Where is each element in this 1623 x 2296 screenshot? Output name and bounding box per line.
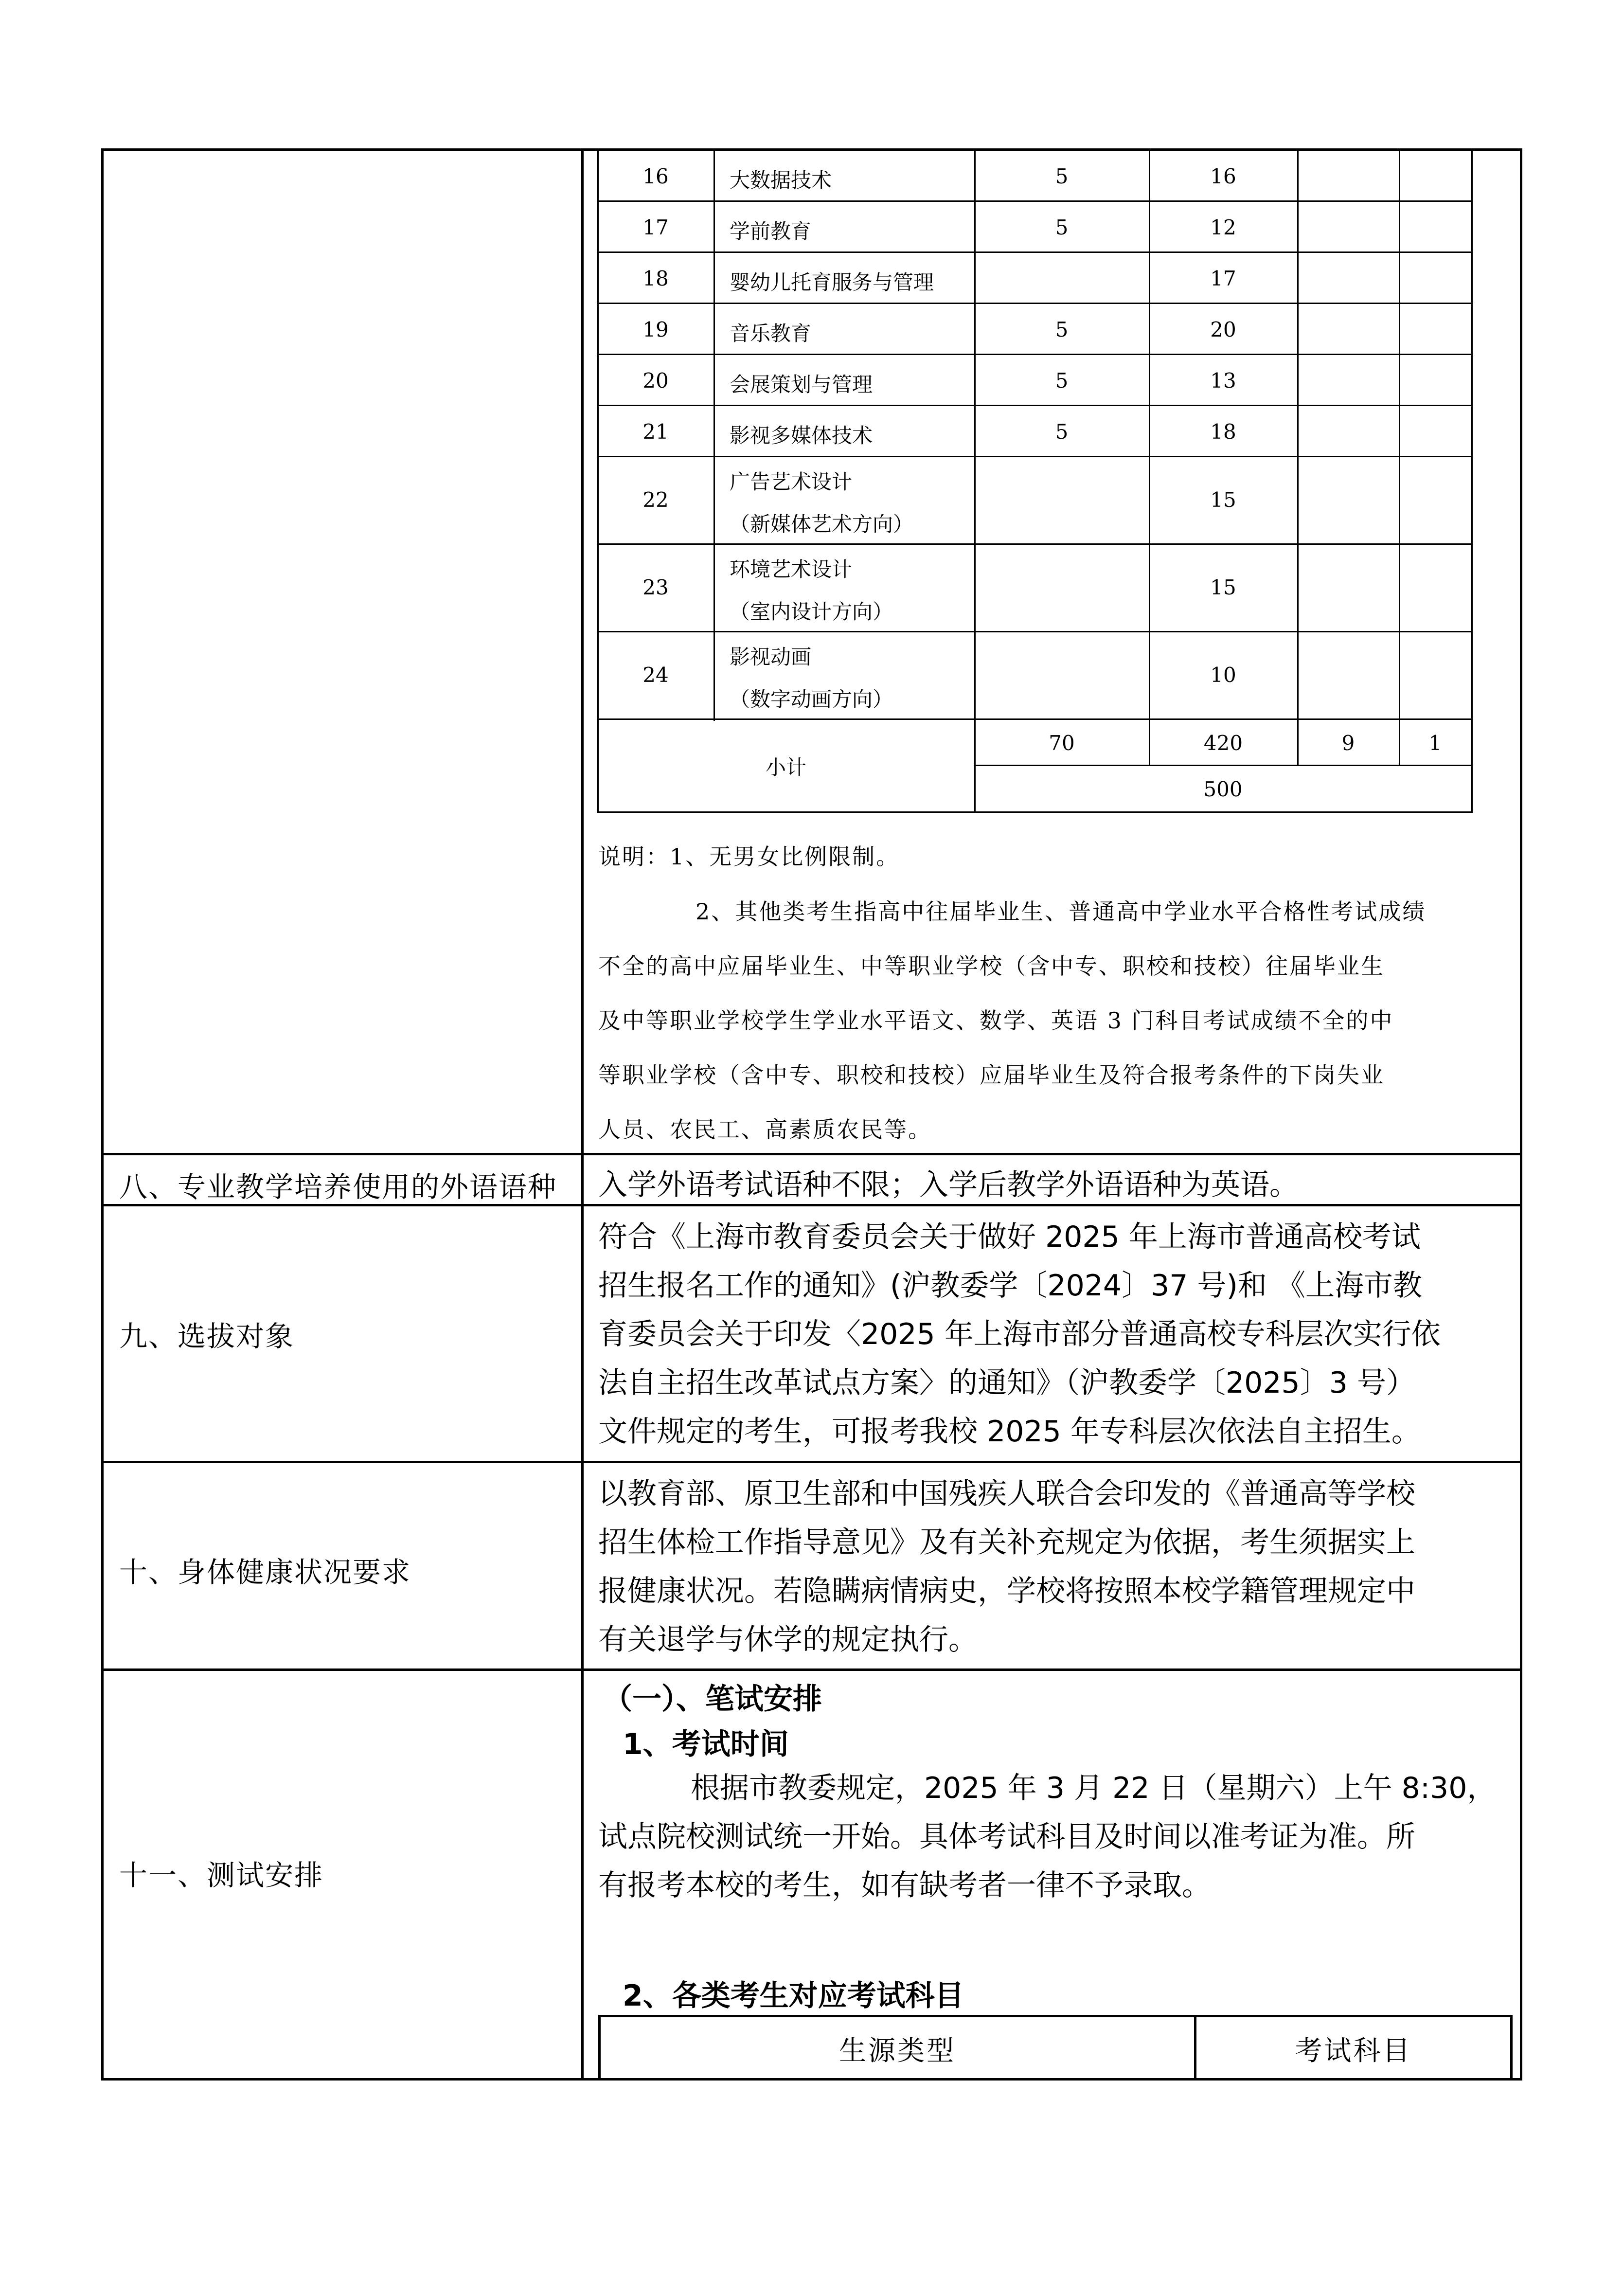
major-name: 会展策划与管理 bbox=[730, 373, 873, 396]
subtotal-c2: 420 bbox=[1203, 731, 1243, 755]
row-number: 22 bbox=[642, 488, 669, 512]
major-table-row-line bbox=[597, 200, 1473, 202]
section-content-line: 招生报名工作的通知》(沪教委学〔2024〕37 号)和 《上海市教 bbox=[598, 1269, 1423, 1303]
major-table-row-line bbox=[597, 303, 1473, 304]
subsection-heading: （一）、笔试安排 bbox=[603, 1682, 822, 1716]
plan-count-b: 15 bbox=[1210, 575, 1236, 599]
section-divider bbox=[101, 1204, 1522, 1206]
section-label-selection-target: 九、选拔对象 bbox=[119, 1320, 295, 1353]
subtotal-total: 500 bbox=[1203, 777, 1243, 801]
plan-count-a: 5 bbox=[1055, 164, 1069, 188]
subsection-heading: 2、各类考生对应考试科目 bbox=[623, 1979, 964, 2013]
page-bottom-border bbox=[101, 2078, 1522, 2081]
subject-table-top bbox=[598, 2015, 1513, 2017]
plan-count-a: 5 bbox=[1055, 369, 1069, 393]
note-line: 人员、农民工、高素质农民等。 bbox=[598, 1116, 932, 1143]
major-table-col-name bbox=[974, 150, 976, 812]
page-top-border bbox=[101, 148, 1522, 151]
row-number: 23 bbox=[642, 575, 669, 599]
plan-count-b: 10 bbox=[1210, 663, 1236, 687]
subsection-heading: 1、考试时间 bbox=[623, 1727, 789, 1761]
section-label-health: 十、身体健康状况要求 bbox=[119, 1556, 411, 1589]
subtotal-c4: 1 bbox=[1428, 731, 1442, 755]
major-table-row-line bbox=[597, 405, 1473, 406]
section-content-line: 试点院校测试统一开始。具体考试科目及时间以准考证为准。所 bbox=[598, 1820, 1415, 1854]
section-content-line: 报健康状况。若隐瞒病情病史，学校将按照本校学籍管理规定中 bbox=[598, 1574, 1415, 1608]
row-number: 17 bbox=[642, 215, 669, 239]
note-line: 等职业学校（含中专、职校和技校）应届毕业生及符合报考条件的下岗失业 bbox=[598, 1062, 1385, 1088]
major-table-right bbox=[1471, 150, 1473, 812]
section-content-line: 育委员会关于印发〈2025 年上海市部分普通高校专科层次实行依 bbox=[598, 1317, 1441, 1351]
plan-count-a: 5 bbox=[1055, 318, 1069, 341]
subtotal-c3: 9 bbox=[1341, 731, 1355, 755]
section-content-line: 招生体检工作指导意见》及有关补充规定为依据，考生须据实上 bbox=[598, 1525, 1415, 1560]
major-name: 广告艺术设计 bbox=[730, 470, 853, 494]
row-number: 20 bbox=[642, 369, 669, 393]
row-number: 24 bbox=[642, 663, 669, 687]
major-name: 学前教育 bbox=[730, 219, 812, 243]
row-number: 21 bbox=[642, 420, 669, 444]
plan-count-b: 12 bbox=[1210, 215, 1236, 239]
major-table-row-line bbox=[597, 631, 1473, 632]
plan-count-b: 17 bbox=[1210, 267, 1236, 290]
row-number: 18 bbox=[642, 267, 669, 290]
section-divider bbox=[101, 1668, 1522, 1671]
section-content-line: 根据市教委规定，2025 年 3 月 22 日（星期六）上午 8:30， bbox=[691, 1771, 1497, 1805]
major-table-row-line bbox=[597, 456, 1473, 457]
major-table-row-line bbox=[597, 718, 1473, 720]
section-content-line: 以教育部、原卫生部和中国残疾人联合会印发的《普通高等学校 bbox=[598, 1477, 1415, 1511]
plan-count-b: 15 bbox=[1210, 488, 1236, 512]
major-table-row-line bbox=[597, 543, 1473, 545]
major-direction: （新媒体艺术方向） bbox=[730, 512, 914, 536]
subject-table-header-source: 生源类型 bbox=[839, 2035, 956, 2067]
note-line: 说明：1、无男女比例限制。 bbox=[598, 843, 900, 870]
major-table-col-c3 bbox=[1399, 150, 1400, 766]
section-label-test-arrangement: 十一、测试安排 bbox=[119, 1859, 324, 1892]
note-line: 及中等职业学校学生学业水平语文、数学、英语 3 门科目考试成绩不全的中 bbox=[598, 1007, 1394, 1034]
section-label-foreign-language: 八、专业教学培养使用的外语语种 bbox=[119, 1170, 557, 1203]
outer-left-border bbox=[101, 148, 104, 2081]
major-table-row-line bbox=[597, 354, 1473, 355]
section-content-line: 入学外语考试语种不限；入学后教学外语语种为英语。 bbox=[598, 1168, 1299, 1202]
section-content-line: 有报考本校的考生，如有缺考者一律不予录取。 bbox=[598, 1868, 1211, 1902]
plan-count-b: 20 bbox=[1210, 318, 1236, 341]
section-divider bbox=[101, 1153, 1522, 1155]
major-name: 婴幼儿托育服务与管理 bbox=[730, 270, 934, 294]
subject-table-header-subject: 考试科目 bbox=[1295, 2035, 1412, 2067]
section-content-line: 符合《上海市教育委员会关于做好 2025 年上海市普通高校考试 bbox=[598, 1220, 1421, 1254]
section-divider bbox=[101, 1461, 1522, 1463]
note-line: 2、其他类考生指高中往届毕业生、普通高中学业水平合格性考试成绩 bbox=[696, 898, 1427, 925]
major-name: 环境艺术设计 bbox=[730, 557, 853, 581]
major-table-subtotal-mid bbox=[974, 765, 1473, 766]
subtotal-label: 小计 bbox=[765, 755, 806, 779]
plan-count-a: 5 bbox=[1055, 420, 1069, 444]
row-number: 19 bbox=[642, 318, 669, 341]
major-direction: （室内设计方向） bbox=[730, 600, 893, 624]
section-content-line: 有关退学与休学的规定执行。 bbox=[598, 1623, 978, 1657]
major-table-left bbox=[597, 150, 599, 812]
note-line: 不全的高中应届毕业生、中等职业学校（含中专、职校和技校）往届毕业生 bbox=[598, 953, 1385, 979]
row-number: 16 bbox=[642, 164, 669, 188]
section-content-line: 法自主招生改革试点方案〉的通知》（沪教委学〔2025〕3 号） bbox=[598, 1366, 1415, 1400]
major-name: 影视多媒体技术 bbox=[730, 424, 873, 448]
plan-count-b: 18 bbox=[1210, 420, 1236, 444]
major-table-row-line bbox=[597, 251, 1473, 253]
plan-count-b: 13 bbox=[1210, 369, 1236, 393]
plan-count-b: 16 bbox=[1210, 164, 1236, 188]
subject-table-right bbox=[1510, 2015, 1513, 2081]
major-direction: （数字动画方向） bbox=[730, 687, 893, 711]
section-content-line: 文件规定的考生，可报考我校 2025 年专科层次依法自主招生。 bbox=[598, 1415, 1421, 1449]
label-column-divider bbox=[581, 148, 584, 2081]
major-name: 大数据技术 bbox=[730, 168, 832, 192]
major-table-bottom bbox=[597, 811, 1473, 813]
major-name: 影视动画 bbox=[730, 645, 812, 669]
plan-count-a: 5 bbox=[1055, 215, 1069, 239]
major-name: 音乐教育 bbox=[730, 322, 812, 345]
subtotal-c1: 70 bbox=[1049, 731, 1075, 755]
